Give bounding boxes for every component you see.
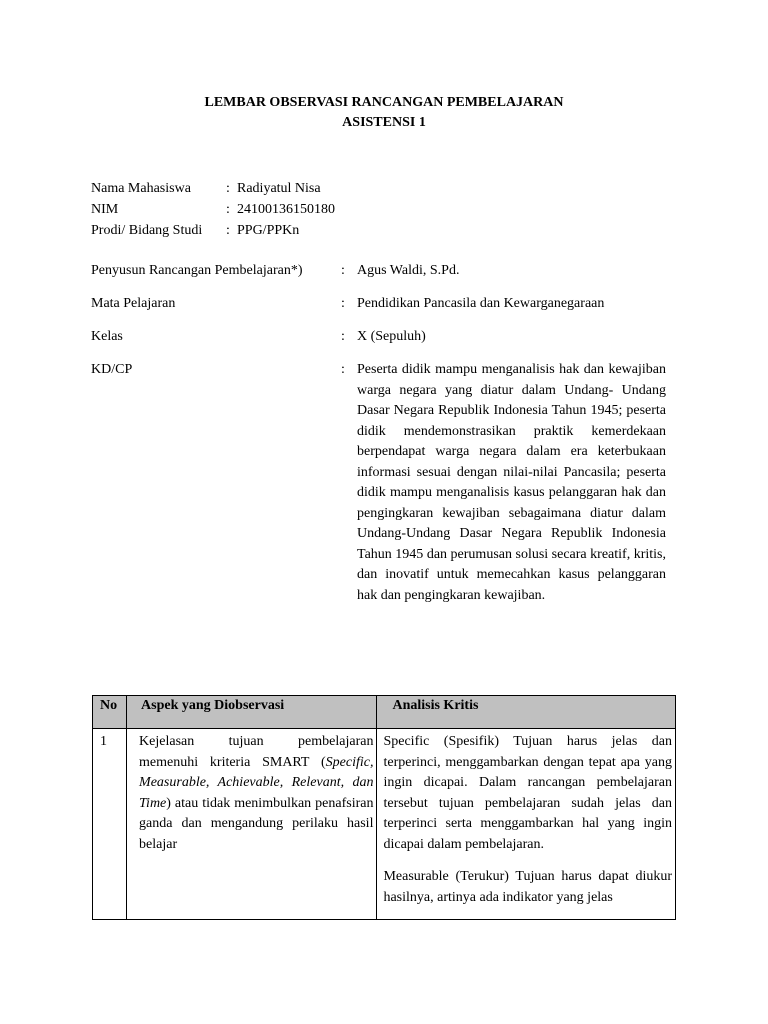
- aspek-text-pre: Kejelasan tujuan pembelajaran memenuhi kriteria SMART (: [139, 734, 374, 770]
- identity-label: Prodi/ Bidang Studi: [91, 223, 203, 239]
- identity-colon: :: [226, 202, 230, 218]
- identity-colon: :: [226, 181, 230, 197]
- analisis-paragraph-measurable: Measurable (Terukur) Tujuan harus dapat diukur hasilnya, artinya ada indikator yang jelas: [383, 869, 672, 905]
- field-value: Agus Waldi, S.Pd.: [357, 263, 460, 278]
- aspek-text-italic: Specific, Measurable, Achievable, Relevant, dan Time: [139, 754, 374, 811]
- header-label: Aspek yang Diobservasi: [141, 698, 285, 713]
- field-kelas: [91, 327, 666, 348]
- field-value: Peserta didik mampu menganalisis hak dan kewajiban warga negara yang diatur dalam Undang- Undang Dasar Negara Republik Indonesia Tahun 1945; peserta didik mendemonstrasikan praktik kemerdekaan berpendapat warga negara dalam era keterbukaan informasi sesuai dengan nilai-nilai Pancasila; peserta didik mampu menganalisis kasus pelanggaran hak dan pengingkaran kewajiban sebagaimana diatur dalam Undang-Undang Dasar Negara Republik Indonesia Tahun 1945 dan perumusan solusi secara kreatif, kritis, dan inovatif untuk memecahkan kasus pelanggaran hak dan pengingkaran kewajiban.: [357, 362, 666, 603]
- cell-no: [93, 729, 127, 920]
- aspek-text: [127, 729, 376, 855]
- field-colon: :: [341, 329, 345, 344]
- student-identity: [91, 179, 335, 242]
- cell-analisis: [377, 729, 676, 920]
- document-title: [0, 93, 768, 133]
- identity-row-name: [91, 179, 335, 200]
- identity-label: Nama Mahasiswa: [91, 181, 191, 197]
- identity-label: NIM: [91, 202, 119, 218]
- field-penyusun: [91, 261, 666, 282]
- field-value: Pendidikan Pancasila dan Kewarganegaraan: [357, 296, 605, 311]
- field-mata-pelajaran: [91, 294, 666, 315]
- field-colon: :: [341, 263, 345, 278]
- header-no: [93, 696, 127, 729]
- field-label: KD/CP: [91, 362, 133, 377]
- header-analisis: [377, 696, 676, 729]
- identity-row-nim: [91, 200, 335, 221]
- identity-row-prodi: [91, 221, 335, 242]
- table-row: [93, 729, 676, 920]
- identity-value: 24100136150180: [237, 202, 335, 218]
- header-label: Analisis Kritis: [392, 698, 479, 713]
- row-number: 1: [100, 734, 107, 749]
- identity-value: PPG/PPKn: [237, 223, 300, 239]
- field-colon: :: [341, 362, 345, 377]
- header-label: No: [100, 698, 118, 713]
- field-kd-cp: [91, 360, 666, 606]
- identity-colon: :: [226, 223, 230, 239]
- title-line-2: ASISTENSI 1: [342, 115, 426, 130]
- field-label: Kelas: [91, 329, 123, 344]
- identity-value: Radiyatul Nisa: [237, 181, 321, 197]
- table-header-row: [93, 696, 676, 729]
- analisis-paragraph-specific: Specific (Spesifik) Tujuan harus jelas dan terperinci, menggambarkan dengan tepat apa yang ingin dicapai. Dalam rancangan pembelajaran tersebut tujuan pembelajaran sudah jelas dan terperinci serta menggambarkan hal yang ingin dicapai dalam pembelajaran.: [383, 734, 672, 852]
- observation-table: [92, 695, 676, 920]
- field-value: X (Sepuluh): [357, 329, 426, 344]
- field-label: Mata Pelajaran: [91, 296, 176, 311]
- field-colon: :: [341, 296, 345, 311]
- analisis-text: [377, 729, 675, 908]
- field-label: Penyusun Rancangan Pembelajaran*): [91, 263, 303, 278]
- title-line-1: LEMBAR OBSERVASI RANCANGAN PEMBELAJARAN: [204, 95, 564, 110]
- cell-aspek: [127, 729, 377, 920]
- aspek-text-post: ) atau tidak menimbulkan penafsiran ganda dan mengandung perilaku hasil belajar: [139, 795, 374, 852]
- header-aspek: [127, 696, 377, 729]
